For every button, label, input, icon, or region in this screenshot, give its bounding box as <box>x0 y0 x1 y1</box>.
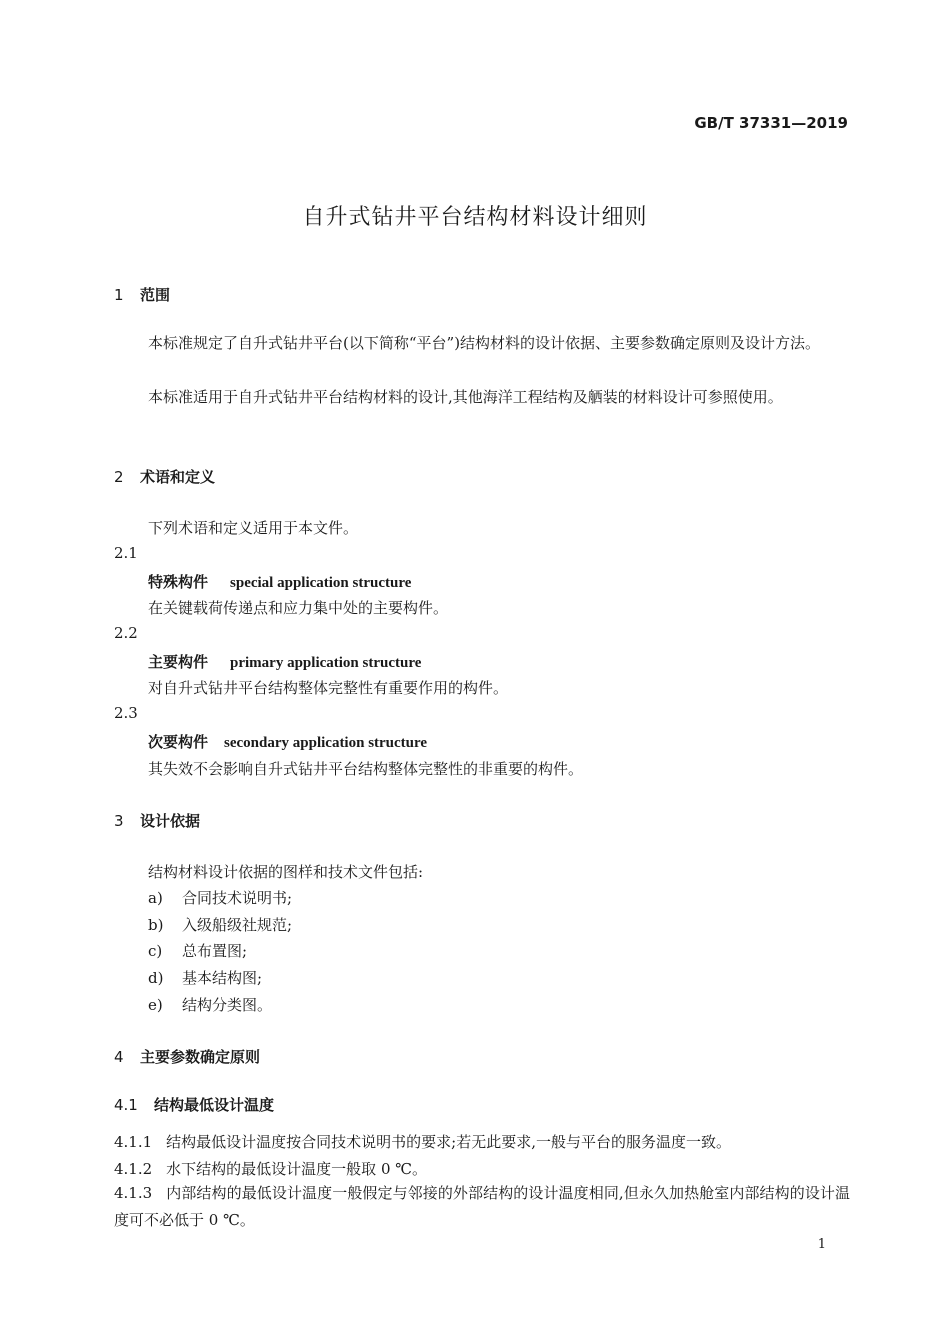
section-4-heading <box>114 1046 260 1067</box>
list-item <box>148 967 262 988</box>
page-number: 1 <box>817 1237 826 1252</box>
term-english: primary application structure <box>230 655 422 671</box>
list-marker: e) <box>148 996 163 1014</box>
list-text: 结构分类图。 <box>182 996 273 1014</box>
section-title: 术语和定义 <box>140 468 216 486</box>
term-chinese: 主要构件 <box>148 653 209 671</box>
section-number: 1 <box>114 286 124 304</box>
list-text: 合同技术说明书; <box>182 889 293 907</box>
list-text: 基本结构图; <box>182 969 263 987</box>
clause-4-1-3 <box>114 1180 850 1234</box>
section-1-heading <box>114 284 170 305</box>
section-2-intro: 下列术语和定义适用于本文件。 <box>148 519 359 537</box>
section-2-heading <box>114 466 215 487</box>
clause-4-1-1 <box>114 1131 731 1152</box>
section-3-heading <box>114 810 200 831</box>
standard-number: GB/T 37331—2019 <box>694 114 848 132</box>
section-title: 设计依据 <box>140 812 201 830</box>
list-item <box>148 940 247 961</box>
term-english: secondary application structure <box>224 735 428 751</box>
term-number: 2.2 <box>114 624 138 642</box>
list-marker: b) <box>148 916 164 934</box>
subsection-4-1-heading <box>114 1094 274 1115</box>
list-marker: d) <box>148 969 164 987</box>
list-item <box>148 994 272 1015</box>
term-definition: 对自升式钻井平台结构整体完整性有重要作用的构件。 <box>148 679 509 697</box>
term-chinese: 特殊构件 <box>148 573 209 591</box>
section-number: 3 <box>114 812 124 830</box>
clause-text: 水下结构的最低设计温度一般取 0 ℃。 <box>166 1160 428 1178</box>
subsection-title: 结构最低设计温度 <box>154 1096 275 1114</box>
section-number: 2 <box>114 468 124 486</box>
list-text: 入级船级社规范; <box>182 916 293 934</box>
term-chinese: 次要构件 <box>148 733 209 751</box>
term-definition: 其失效不会影响自升式钻井平台结构整体完整性的非重要的构件。 <box>148 760 584 778</box>
term-definition: 在关键载荷传递点和应力集中处的主要构件。 <box>148 599 449 617</box>
section-3-intro: 结构材料设计依据的图样和技术文件包括: <box>148 863 424 881</box>
clause-number: 4.1.1 <box>114 1133 153 1151</box>
section-1-paragraph-2: 本标准适用于自升式钻井平台结构材料的设计,其他海洋工程结构及舾装的材料设计可参照使用。 <box>148 388 783 406</box>
clause-text: 结构最低设计温度按合同技术说明书的要求;若无此要求,一般与平台的服务温度一致。 <box>166 1133 731 1151</box>
list-item <box>148 914 292 935</box>
term-english: special application structure <box>230 575 412 591</box>
list-marker: c) <box>148 942 163 960</box>
term-number: 2.1 <box>114 544 138 562</box>
section-number: 4 <box>114 1048 124 1066</box>
term-title <box>148 651 421 672</box>
term-number: 2.3 <box>114 704 138 722</box>
section-title: 主要参数确定原则 <box>140 1048 261 1066</box>
clause-number: 4.1.3 <box>114 1184 153 1202</box>
term-title <box>148 731 427 752</box>
section-1-paragraph-1: 本标准规定了自升式钻井平台(以下简称“平台”)结构材料的设计依据、主要参数确定原则及设计方法。 <box>148 334 821 352</box>
section-title: 范围 <box>140 286 171 304</box>
list-item <box>148 887 292 908</box>
subsection-number: 4.1 <box>114 1096 138 1114</box>
clause-number: 4.1.2 <box>114 1160 153 1178</box>
term-title <box>148 571 411 592</box>
document-title: 自升式钻井平台结构材料设计细则 <box>302 205 648 230</box>
clause-text: 内部结构的最低设计温度一般假定与邻接的外部结构的设计温度相同,但永久加热舱室内部结构的设计温度可不必低于 0 ℃。 <box>114 1184 850 1229</box>
clause-4-1-2 <box>114 1158 427 1179</box>
list-text: 总布置图; <box>182 942 248 960</box>
list-marker: a) <box>148 889 163 907</box>
